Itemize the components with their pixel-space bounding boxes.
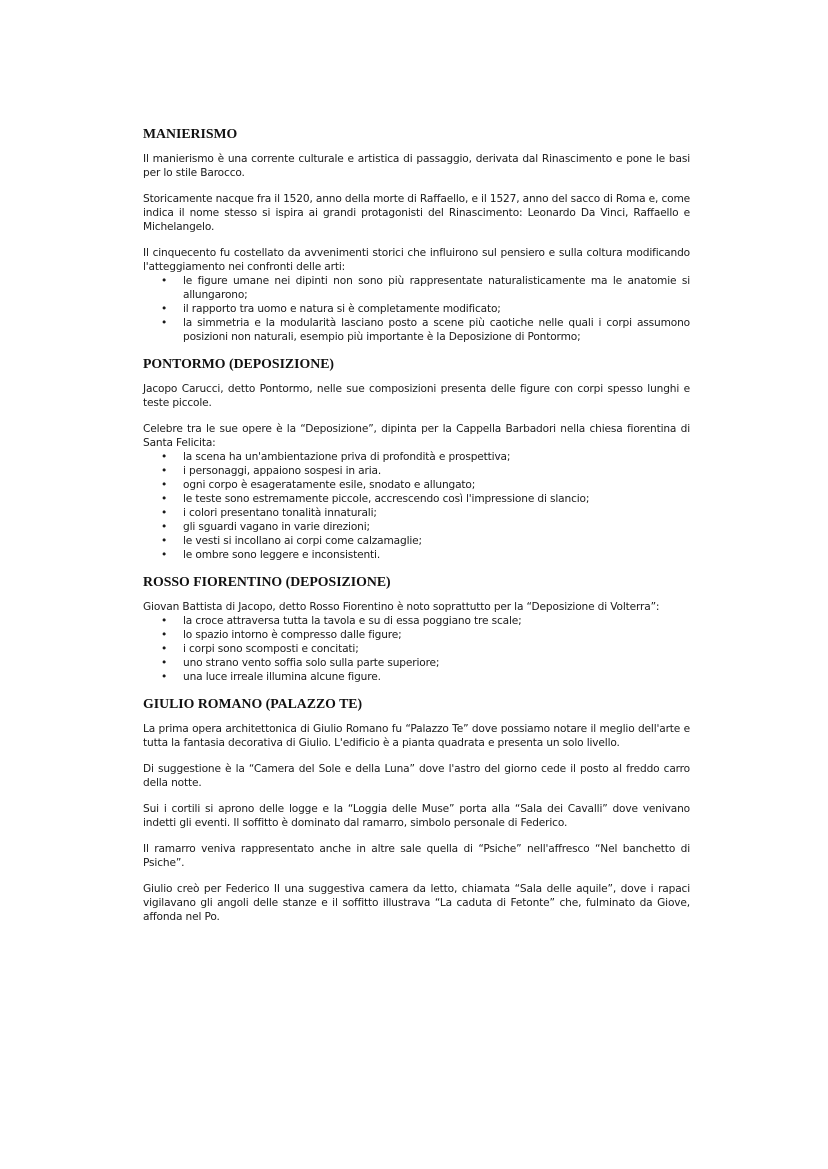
list-item: • le vesti si incollano ai corpi come calzamaglie; xyxy=(143,534,690,548)
paragraph: Il manierismo è una corrente culturale e artistica di passaggio, derivata dal Rinascimento e pone le basi per lo stile Barocco. xyxy=(143,153,690,179)
list-item: • lo spazio intorno è compresso dalle figure; xyxy=(143,628,690,642)
paragraph: Jacopo Carucci, detto Pontormo, nelle sue composizioni presenta delle figure con corpi spesso lunghi e teste piccole. xyxy=(143,383,690,409)
list-item: • la croce attraversa tutta la tavola e su di essa poggiano tre scale; xyxy=(143,614,690,628)
section-title: GIULIO ROMANO (PALAZZO TE) xyxy=(143,696,363,711)
paragraph: Di suggestione è la “Camera del Sole e della Luna” dove l'astro del giorno cede il posto al freddo carro della notte. xyxy=(143,763,690,789)
document-body xyxy=(143,126,690,936)
list-item: • i personaggi, appaiono sospesi in aria. xyxy=(143,464,690,478)
list-item: • una luce irreale illumina alcune figure. xyxy=(143,670,690,684)
section-rosso-fiorentino xyxy=(143,574,690,684)
paragraph: Giovan Battista di Jacopo, detto Rosso Fiorentino è noto soprattutto per la “Deposizione di Volterra”: xyxy=(143,601,660,613)
list-item: • la simmetria e la modularità lasciano posto a scene più caotiche nelle quali i corpi assumono posizioni non naturali, esempio più importante è la Deposizione di Pontormo; xyxy=(143,316,690,344)
list-item: • le figure umane nei dipinti non sono più rappresentate naturalisticamente ma le anatomie si allungarono; xyxy=(143,274,690,302)
list-item: • il rapporto tra uomo e natura si è completamente modificato; xyxy=(143,302,690,316)
section-giulio-romano xyxy=(143,696,690,924)
bullet-list xyxy=(143,614,690,684)
list-item: • la scena ha un'ambientazione priva di profondità e prospettiva; xyxy=(143,450,690,464)
section-title: PONTORMO (DEPOSIZIONE) xyxy=(143,356,335,371)
paragraph: Il cinquecento fu costellato da avvenimenti storici che influirono sul pensiero e sulla coltura modificando l'atteggiamento nei confronti delle arti: xyxy=(143,247,690,273)
list-item: • gli sguardi vagano in varie direzioni; xyxy=(143,520,690,534)
section-title: ROSSO FIORENTINO (DEPOSIZIONE) xyxy=(143,574,391,589)
paragraph: Storicamente nacque fra il 1520, anno della morte di Raffaello, e il 1527, anno del sacco di Roma e, come indica il nome stesso si ispira ai grandi protagonisti del Rinascimento: Leonardo Da Vinci, Raffaello e Michelangelo. xyxy=(143,193,690,233)
list-item: • ogni corpo è esageratamente esile, snodato e allungato; xyxy=(143,478,690,492)
paragraph: Celebre tra le sue opere è la “Deposizione”, dipinta per la Cappella Barbadori nella chiesa fiorentina di Santa Felicita: xyxy=(143,423,690,449)
section-title: MANIERISMO xyxy=(143,126,238,141)
paragraph: Giulio creò per Federico II una suggestiva camera da letto, chiamata “Sala delle aquile”, dove i rapaci vigilavano gli angoli delle stanze e il soffitto illustrava “La caduta di Fetonte” che, fulminato da Giove, affonda nel Po. xyxy=(143,883,690,923)
section-pontormo xyxy=(143,356,690,562)
bullet-list xyxy=(143,450,690,562)
paragraph: Sui i cortili si aprono delle logge e la “Loggia delle Muse” porta alla “Sala dei Cavalli” dove venivano indetti gli eventi. Il soffitto è dominato dal ramarro, simbolo personale di Federico. xyxy=(143,803,690,829)
paragraph: Il ramarro veniva rappresentato anche in altre sale quella di “Psiche” nell'affresco “Nel banchetto di Psiche”. xyxy=(143,843,690,869)
list-item: • uno strano vento soffia solo sulla parte superiore; xyxy=(143,656,690,670)
list-item: • le teste sono estremamente piccole, accrescendo così l'impressione di slancio; xyxy=(143,492,690,506)
list-item: • i corpi sono scomposti e concitati; xyxy=(143,642,690,656)
bullet-list xyxy=(143,274,690,344)
list-item: • i colori presentano tonalità innaturali; xyxy=(143,506,690,520)
section-manierismo xyxy=(143,126,690,344)
list-item: • le ombre sono leggere e inconsistenti. xyxy=(143,548,690,562)
paragraph: La prima opera architettonica di Giulio Romano fu “Palazzo Te” dove possiamo notare il meglio dell'arte e tutta la fantasia decorativa di Giulio. L'edificio è a pianta quadrata e presenta un solo livello. xyxy=(143,723,690,749)
